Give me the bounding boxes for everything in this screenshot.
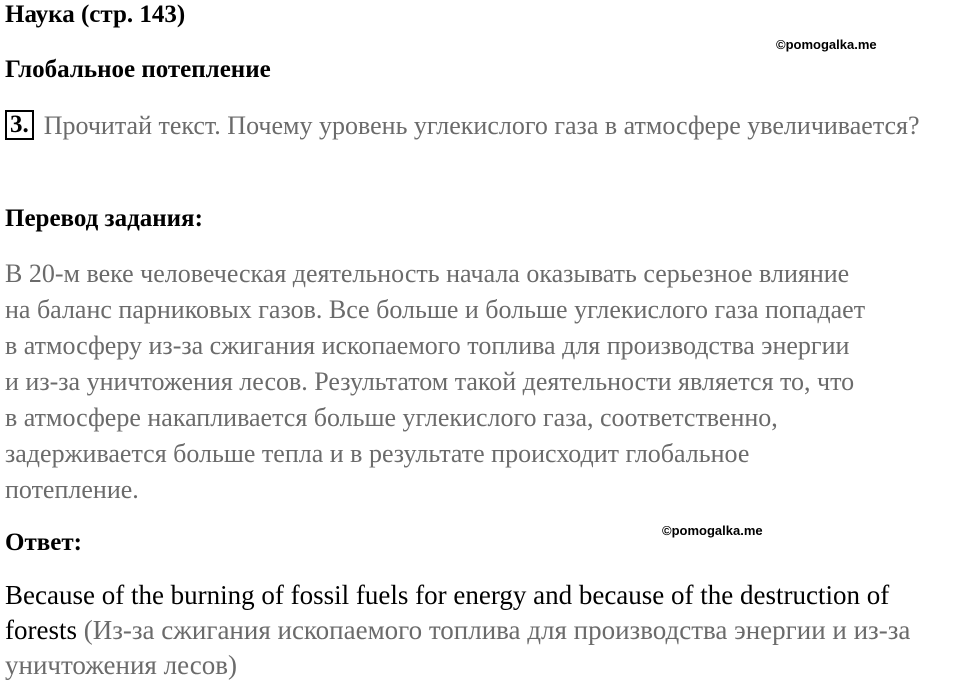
task-block bbox=[5, 108, 950, 144]
translation-heading: Перевод задания: bbox=[5, 205, 203, 232]
page-title: Наука (стр. 143) bbox=[5, 1, 186, 28]
answer-text bbox=[5, 578, 955, 683]
answer-english: Because of the burning of fossil fuels for energy and because of the destruction of forests bbox=[5, 580, 890, 645]
answer-heading: Ответ: bbox=[5, 529, 82, 556]
watermark-answer: ©pomogalka.me bbox=[662, 523, 763, 538]
translation-text: В 20-м веке человеческая деятельность начала оказывать серьезное влияние на баланс парниковых газов. Все больше и больше углекислого газа попадает в атмосферу из-за сжигания ископаемого топлива для производства энергии и из-за уничтожения лесов. Результатом такой деятельности является то, что в атмосфере накапливается больше углекислого газа, соответственно, задерживается больше тепла и в результате происходит глобальное потепление. bbox=[5, 259, 866, 504]
task-number-box: 3. bbox=[5, 110, 34, 140]
task-text: Прочитай текст. Почему уровень углекислого газа в атмосфере увеличивается? bbox=[43, 111, 920, 140]
watermark-top: ©pomogalka.me bbox=[776, 37, 877, 52]
page-subtitle: Глобальное потепление bbox=[5, 56, 271, 83]
answer-russian: (Из-за сжигания ископаемого топлива для производства энергии и из-за уничтожения лесов) bbox=[5, 615, 911, 680]
